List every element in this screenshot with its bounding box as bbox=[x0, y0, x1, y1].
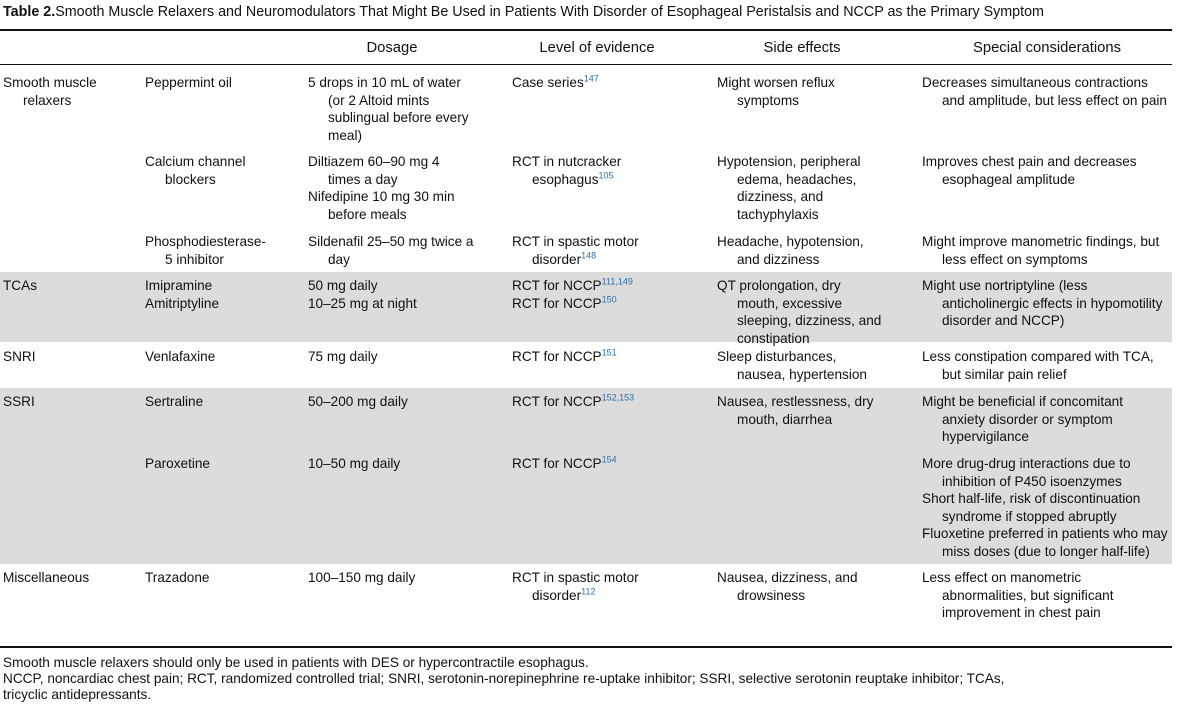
cell-line: RCT for NCCP bbox=[512, 456, 602, 471]
cell-line: Paroxetine bbox=[145, 456, 210, 471]
footnote: Smooth muscle relaxers should only be used in patients with DES or hypercontractile esophagus. bbox=[3, 655, 589, 670]
reference-link[interactable]: 112 bbox=[581, 585, 596, 596]
dosage-cell bbox=[308, 569, 415, 587]
cell-line: syndrome if stopped abruptly bbox=[942, 508, 1117, 524]
bottom-rule bbox=[0, 646, 1172, 648]
cell-line: mouth, excessive bbox=[737, 295, 843, 311]
cell-line: hypervigilance bbox=[942, 429, 1029, 444]
cell-line: Might worsen reflux bbox=[717, 75, 835, 90]
cell-line: blockers bbox=[165, 171, 216, 187]
dosage-cell bbox=[308, 393, 408, 411]
special-cell bbox=[922, 393, 1123, 446]
top-rule bbox=[0, 29, 1172, 31]
side-effects-cell bbox=[717, 348, 867, 383]
side-effects-cell bbox=[717, 277, 881, 347]
cell-line: Phosphodiesterase- bbox=[145, 234, 266, 249]
cell-line: Venlafaxine bbox=[145, 349, 216, 364]
table-label: Table 2. bbox=[3, 4, 56, 20]
side-effects-cell bbox=[717, 233, 864, 268]
reference-link[interactable]: 152,153 bbox=[601, 392, 635, 403]
drug-cell bbox=[145, 348, 215, 366]
cell-line: and amplitude, but less effect on pain bbox=[942, 92, 1167, 108]
cell-line: Hypotension, peripheral bbox=[717, 154, 861, 169]
cell-line: but similar pain relief bbox=[942, 366, 1067, 382]
special-cell bbox=[922, 348, 1154, 383]
special-cell bbox=[922, 569, 1114, 622]
cell-line: Nausea, dizziness, and bbox=[717, 570, 858, 585]
cell-line: mouth, diarrhea bbox=[737, 411, 833, 427]
cell-line: tachyphylaxis bbox=[737, 206, 819, 222]
cell-line: SSRI bbox=[3, 394, 35, 409]
cell-line: disorder bbox=[532, 587, 582, 603]
cell-line: symptoms bbox=[737, 92, 799, 108]
class-cell bbox=[3, 569, 89, 587]
cell-line: 50 mg daily bbox=[308, 278, 378, 293]
cell-line: Amitriptyline bbox=[145, 295, 220, 311]
cell-line: More drug-drug interactions due to bbox=[922, 456, 1131, 471]
cell-line: disorder and NCCP) bbox=[942, 313, 1065, 328]
dosage-cell bbox=[308, 153, 455, 223]
cell-line: RCT in nutcracker bbox=[512, 154, 622, 169]
cell-line: QT prolongation, dry bbox=[717, 278, 841, 293]
cell-line: Miscellaneous bbox=[3, 570, 90, 585]
cell-line: RCT for NCCP bbox=[512, 295, 602, 311]
cell-line: RCT for NCCP bbox=[512, 394, 602, 409]
cell-line: anxiety disorder or symptom bbox=[942, 411, 1113, 427]
special-cell bbox=[922, 233, 1159, 268]
table-title bbox=[3, 4, 1044, 20]
reference-link[interactable]: 147 bbox=[583, 73, 599, 84]
cell-line: relaxers bbox=[23, 92, 72, 108]
cell-line: 100–150 mg daily bbox=[308, 570, 416, 585]
header-rule bbox=[0, 64, 1172, 65]
cell-line: Nifedipine 10 mg 30 min bbox=[308, 189, 455, 204]
side-effects-cell bbox=[717, 393, 873, 428]
reference-link[interactable]: 105 bbox=[598, 169, 614, 180]
evidence-cell bbox=[512, 277, 633, 312]
cell-line: Calcium channel bbox=[145, 154, 246, 169]
cell-line: Nausea, restlessness, dry bbox=[717, 394, 874, 409]
table-caption: Smooth Muscle Relaxers and Neuromodulators That Might Be Used in Patients With Disorder of Esophageal Peristalsis and NCCP as the Primary Symptom bbox=[55, 4, 1044, 20]
evidence-cell bbox=[512, 393, 634, 411]
cell-line: disorder bbox=[532, 251, 582, 267]
drug-cell bbox=[145, 74, 232, 92]
cell-line: 50–200 mg daily bbox=[308, 394, 408, 409]
cell-line: times a day bbox=[328, 171, 398, 187]
cell-line: Might be beneficial if concomitant bbox=[922, 394, 1123, 409]
dosage-cell bbox=[308, 455, 400, 473]
cell-line: Fluoxetine preferred in patients who may bbox=[922, 526, 1168, 541]
cell-line: 10–25 mg at night bbox=[308, 295, 417, 311]
cell-line: miss doses (due to longer half-life) bbox=[942, 543, 1150, 559]
cell-line: Improves chest pain and decreases bbox=[922, 154, 1137, 169]
cell-line: Trazadone bbox=[145, 570, 210, 585]
drug-cell bbox=[145, 277, 219, 312]
cell-line: RCT in spastic motor bbox=[512, 570, 639, 585]
cell-line: improvement in chest pain bbox=[942, 605, 1101, 620]
cell-line: Decreases simultaneous contractions bbox=[922, 75, 1148, 90]
cell-line: abnormalities, but significant bbox=[942, 587, 1114, 603]
cell-line: Peppermint oil bbox=[145, 75, 232, 90]
dosage-cell bbox=[308, 74, 469, 144]
cell-line: RCT for NCCP bbox=[512, 349, 602, 364]
evidence-cell bbox=[512, 569, 639, 604]
drug-cell bbox=[145, 233, 266, 268]
reference-link[interactable]: 151 bbox=[601, 347, 617, 358]
special-cell bbox=[922, 74, 1167, 109]
side-effects-cell bbox=[717, 74, 835, 109]
special-cell bbox=[922, 153, 1137, 188]
cell-line: Sleep disturbances, bbox=[717, 349, 837, 364]
cell-line: Smooth muscle bbox=[3, 75, 97, 90]
cell-line: esophagus bbox=[532, 171, 599, 187]
cell-line: meal) bbox=[328, 127, 362, 143]
cell-line: dizziness, and bbox=[737, 189, 824, 204]
cell-line: less effect on symptoms bbox=[942, 251, 1088, 267]
cell-line: day bbox=[328, 251, 350, 267]
cell-line: (or 2 Altoid mints bbox=[328, 92, 430, 108]
class-cell bbox=[3, 393, 35, 411]
drug-cell bbox=[145, 393, 203, 411]
header-special: Special considerations bbox=[972, 40, 1122, 56]
cell-line: Imipramine bbox=[145, 278, 213, 293]
drug-cell bbox=[145, 153, 246, 188]
header-dosage: Dosage bbox=[366, 40, 418, 56]
cell-line: Sildenafil 25–50 mg twice a bbox=[308, 234, 474, 249]
header-side-effects: Side effects bbox=[763, 40, 841, 56]
reference-link[interactable]: 150 bbox=[601, 293, 617, 304]
special-cell bbox=[922, 455, 1168, 560]
footnote: tricyclic antidepressants. bbox=[3, 687, 152, 702]
reference-link[interactable]: 154 bbox=[601, 454, 617, 465]
cell-line: Less effect on manometric bbox=[922, 570, 1082, 585]
cell-line: Headache, hypotension, bbox=[717, 234, 864, 249]
dosage-cell bbox=[308, 277, 417, 312]
cell-line: anticholinergic effects in hypomotility bbox=[942, 295, 1163, 311]
cell-line: 10–50 mg daily bbox=[308, 456, 401, 471]
cell-line: 75 mg daily bbox=[308, 349, 378, 364]
cell-line: SNRI bbox=[3, 349, 36, 364]
side-effects-cell bbox=[717, 153, 861, 223]
cell-line: Might use nortriptyline (less bbox=[922, 278, 1088, 293]
cell-line: TCAs bbox=[3, 278, 37, 293]
evidence-cell bbox=[512, 74, 599, 92]
cell-line: sleeping, dizziness, and bbox=[737, 313, 882, 328]
dosage-cell bbox=[308, 348, 378, 366]
cell-line: 5 inhibitor bbox=[165, 251, 224, 267]
class-cell bbox=[3, 74, 97, 109]
drug-cell bbox=[145, 569, 209, 587]
class-cell bbox=[3, 277, 37, 295]
class-cell bbox=[3, 348, 35, 366]
cell-line: drowsiness bbox=[737, 587, 805, 603]
cell-line: esophageal amplitude bbox=[942, 171, 1076, 187]
cell-line: Less constipation compared with TCA, bbox=[922, 349, 1154, 364]
evidence-cell bbox=[512, 455, 617, 473]
side-effects-cell bbox=[717, 569, 858, 604]
cell-line: before meals bbox=[328, 206, 407, 222]
header-evidence: Level of evidence bbox=[539, 40, 655, 56]
cell-line: inhibition of P450 isoenzymes bbox=[942, 473, 1122, 489]
drug-cell bbox=[145, 455, 210, 473]
cell-line: nausea, hypertension bbox=[737, 366, 867, 382]
cell-line: constipation bbox=[737, 330, 810, 346]
cell-line: Sertraline bbox=[145, 394, 204, 409]
cell-line: sublingual before every bbox=[328, 110, 469, 125]
cell-line: RCT in spastic motor bbox=[512, 234, 639, 249]
footnote: NCCP, noncardiac chest pain; RCT, randomized controlled trial; SNRI, serotonin-norepinephrine re-uptake inhibitor; SSRI, selective serotonin reuptake inhibitor; TCAs, bbox=[3, 671, 1005, 686]
cell-line: and dizziness bbox=[737, 251, 820, 267]
reference-link[interactable]: 148 bbox=[581, 249, 597, 260]
evidence-cell bbox=[512, 233, 639, 268]
cell-line: RCT for NCCP bbox=[512, 278, 602, 293]
evidence-cell bbox=[512, 153, 621, 188]
cell-line: Might improve manometric findings, but bbox=[922, 234, 1160, 249]
cell-line: Short half-life, risk of discontinuation bbox=[922, 491, 1141, 506]
evidence-cell bbox=[512, 348, 617, 366]
reference-link[interactable]: 111,149 bbox=[601, 276, 633, 287]
dosage-cell bbox=[308, 233, 474, 268]
cell-line: Diltiazem 60–90 mg 4 bbox=[308, 154, 440, 169]
special-cell bbox=[922, 277, 1162, 330]
cell-line: 5 drops in 10 mL of water bbox=[308, 75, 461, 90]
cell-line: edema, headaches, bbox=[737, 171, 857, 187]
cell-line: Case series bbox=[512, 75, 584, 90]
